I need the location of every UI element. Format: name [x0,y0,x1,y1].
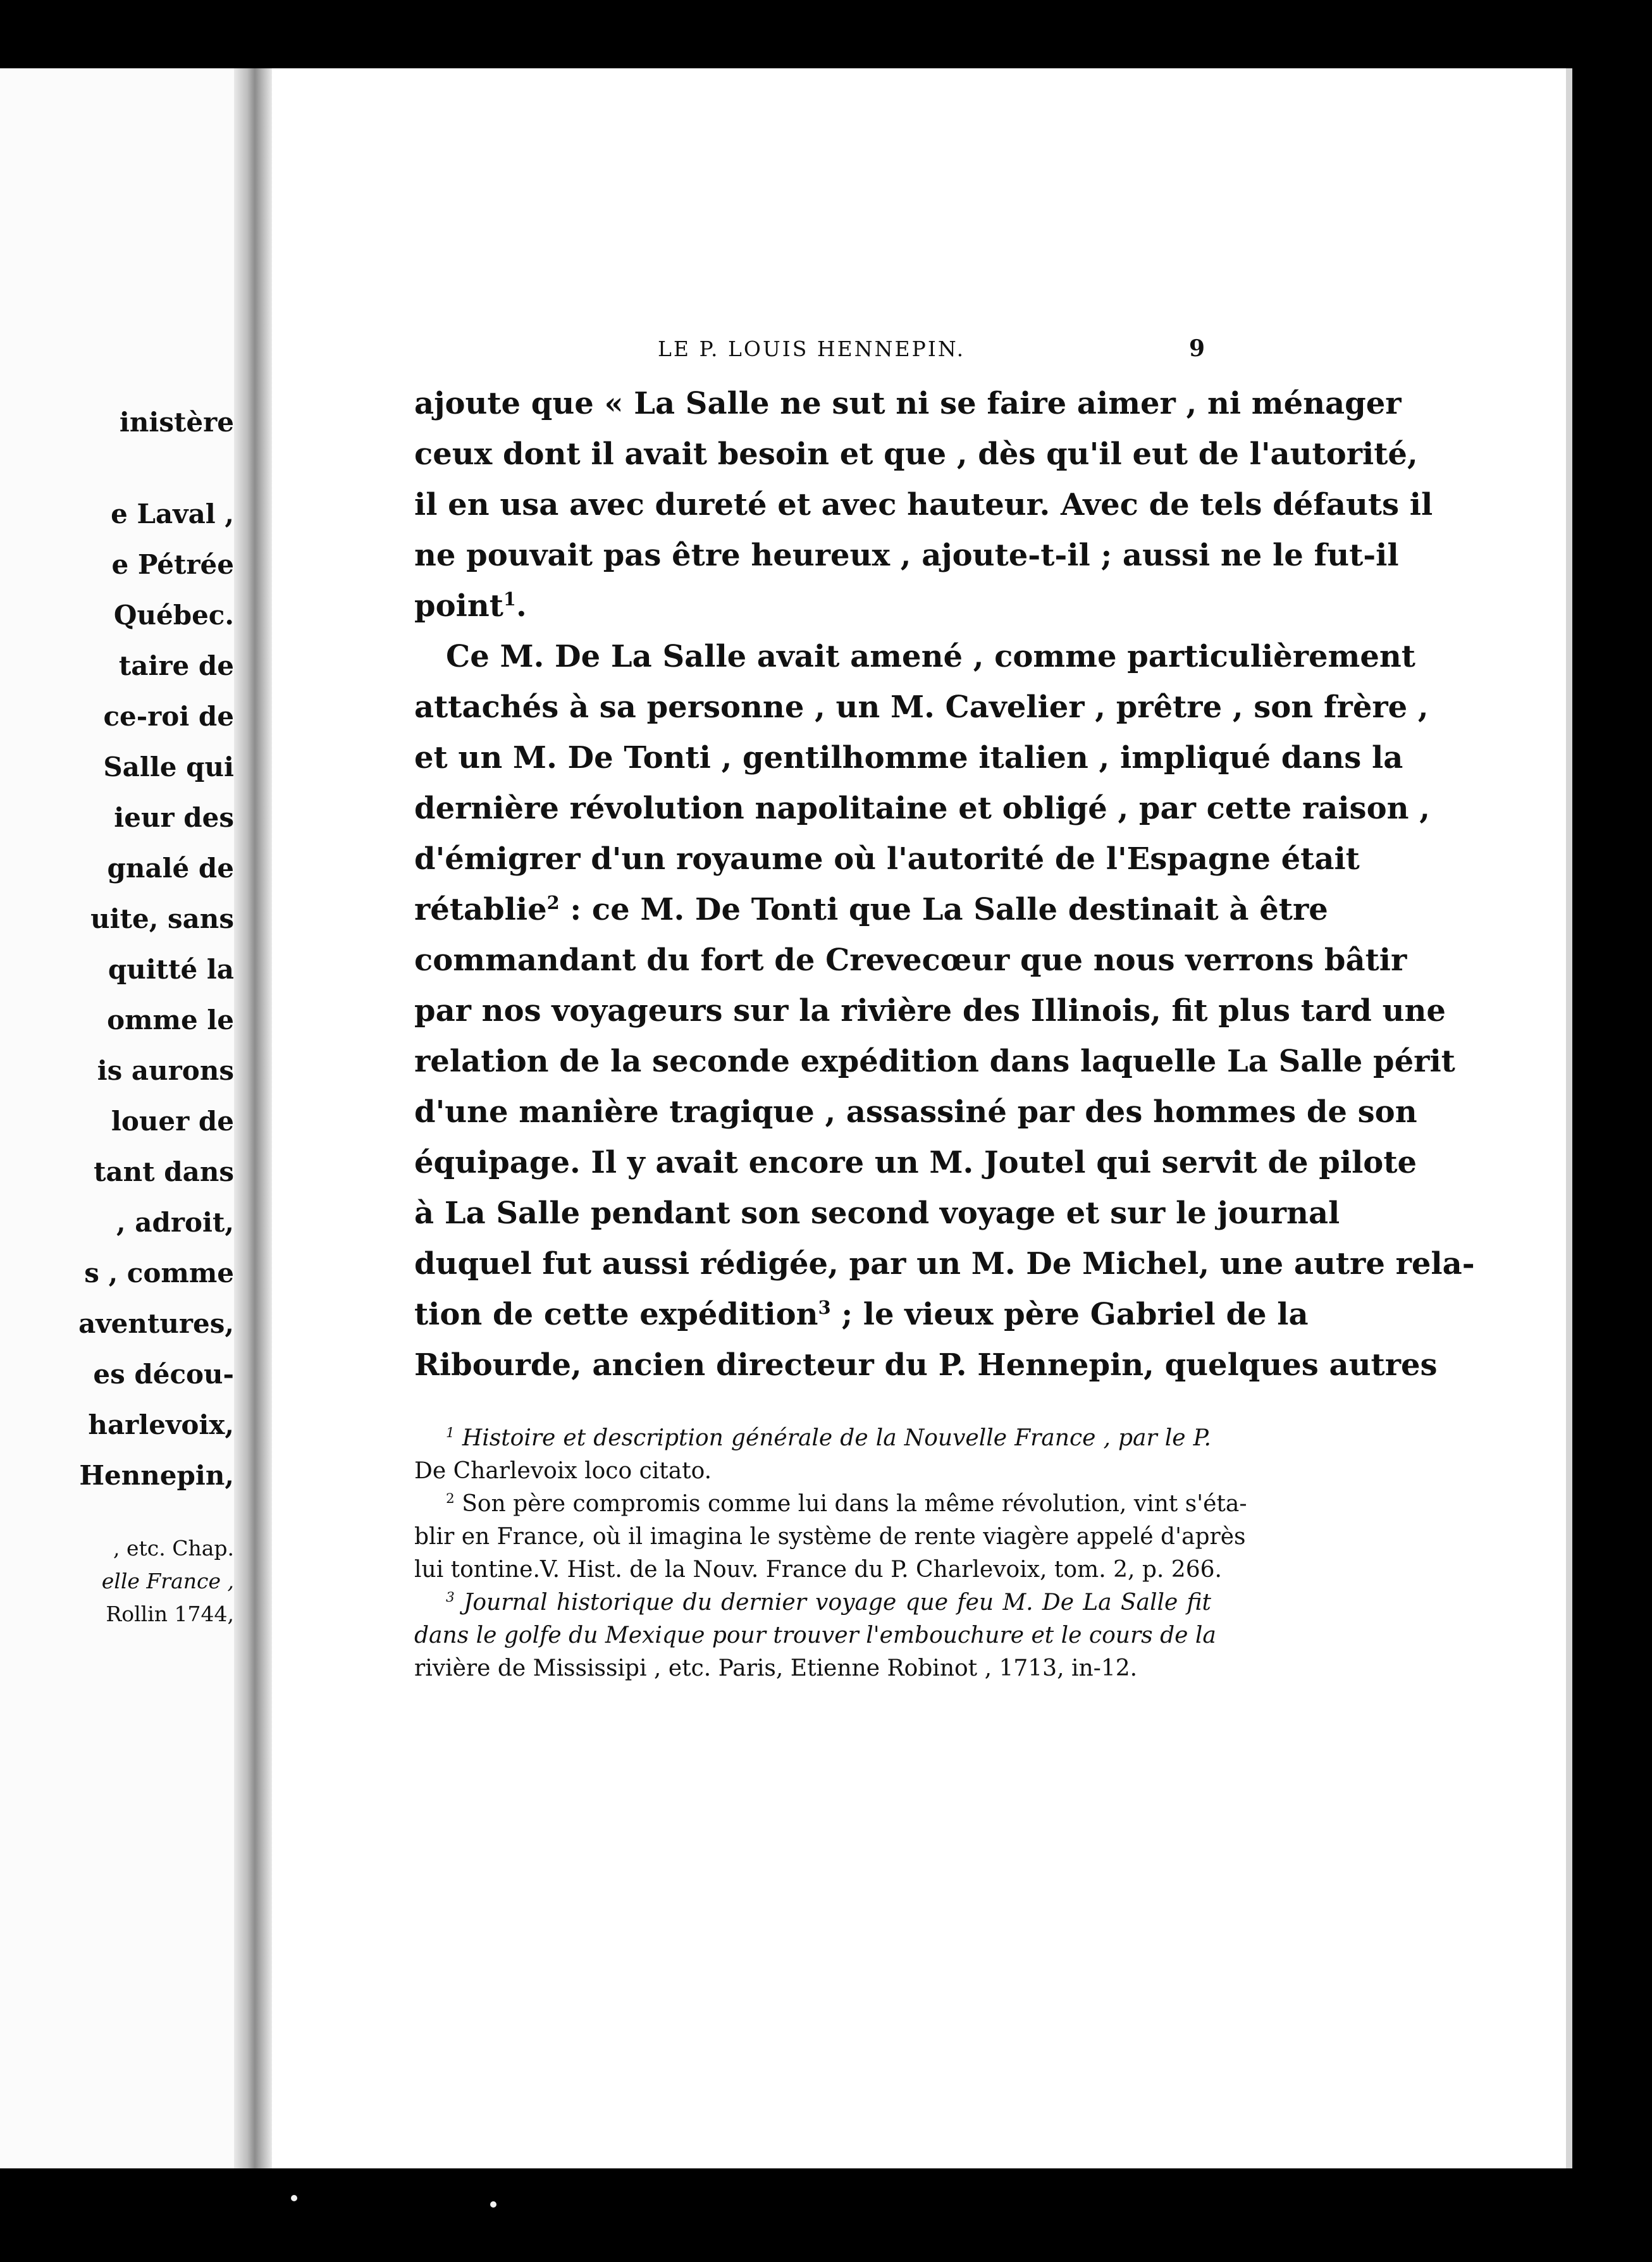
body-line: point$^1$. [414,588,527,624]
body-line: par nos voyageurs sur la rivière des Illinois, fit plus tard une [414,993,1446,1029]
footnotes [414,1422,1247,1685]
left-page-line: Hennepin, [79,1460,234,1491]
left-page-footnote-line: Rollin 1744, [106,1602,234,1626]
left-page-line: , adroit, [116,1207,234,1238]
footnote-line: $^3$ Journal historique du dernier voyage que feu M. De La Salle fit [446,1590,1211,1616]
left-page-line: taire de [118,650,234,681]
left-page-line: gnalé de [107,853,234,884]
body-line: à La Salle pendant son second voyage et sur le journal [414,1196,1340,1231]
left-page-footnote-line: elle France , [101,1569,234,1593]
body-line: dernière révolution napolitaine et obligé , par cette raison , [414,791,1430,826]
footnote-line: $^1$ Histoire et description générale de la Nouvelle France , par le P. [446,1425,1211,1451]
body-text [414,378,1475,1390]
footnote-line: lui tontine.V. Hist. de la Nouv. France du P. Charlevoix, tom. 2, p. 266. [414,1557,1222,1583]
scan-speck [291,2195,297,2201]
body-line: d'émigrer d'un royaume où l'autorité de l'Espagne était [414,841,1360,877]
left-page-line: aventures, [78,1308,234,1339]
left-page-line: es décou- [93,1359,234,1390]
body-line: Ce M. De La Salle avait amené , comme particulièrement [446,639,1415,674]
footnote-marker: 2 [546,892,560,913]
left-page-line: omme le [107,1004,234,1035]
body-line: il en usa avec dureté et avec hauteur. Avec de tels défauts il [414,487,1433,522]
footnote-marker: 1 [503,588,516,610]
footnote-number: 3 [446,1590,455,1605]
footnote-marker: 3 [818,1297,831,1318]
left-page-fragment [0,68,240,2168]
body-line: relation de la seconde expédition dans laquelle La Salle périt [414,1044,1455,1079]
page-edge [1566,68,1572,2168]
body-line: tion de cette expédition$^3$ ; le vieux père Gabriel de la [414,1297,1309,1332]
left-page-line: Salle qui [103,751,234,782]
body-line: équipage. Il y avait encore un M. Joutel qui servit de pilote [414,1145,1417,1180]
book-gutter-shadow [234,68,272,2168]
footnote-line: dans le golfe du Mexique pour trouver l'embouchure et le cours de la [414,1622,1216,1648]
footnote-line: blir en France, où il imagina le système de rente viagère appelé d'après [414,1524,1246,1550]
left-page-line: tant dans [94,1156,234,1187]
body-line: d'une manière tragique , assassiné par des hommes de son [414,1094,1417,1130]
left-page-footnote-line: , etc. Chap. [113,1536,234,1561]
body-line: attachés à sa personne , un M. Cavelier , prêtre , son frère , [414,689,1429,725]
left-page-line: e Laval , [111,498,234,529]
body-line: ceux dont il avait besoin et que , dès qu'il eut de l'autorité, [414,436,1418,472]
footnote-line: De Charlevoix loco citato. [414,1458,712,1484]
left-page-line: quitté la [108,954,234,985]
left-page-line: s , comme [84,1258,234,1289]
footnote-number: 2 [446,1491,455,1507]
left-page-line: Québec. [113,600,234,631]
left-page-line: louer de [111,1106,234,1137]
footnote-line: $^2$ Son père compromis comme lui dans la même révolution, vint s'éta- [446,1491,1247,1517]
body-line: ne pouvait pas être heureux , ajoute-t-il ; aussi ne le fut-il [414,538,1399,573]
left-page-line: ce-roi de [103,701,234,732]
left-page-line: uite, sans [90,903,234,934]
body-line: duquel fut aussi rédigée, par un M. De Michel, une autre rela- [414,1246,1475,1282]
footnote-line: rivière de Mississipi , etc. Paris, Etienne Robinot , 1713, in-12. [414,1655,1138,1681]
left-page-line: is aurons [97,1055,234,1086]
left-page-line: ieur des [114,802,234,833]
left-page-line: e Pétrée [111,549,234,580]
running-head: LE P. LOUIS HENNEPIN. [658,337,966,361]
scan-speck [490,2201,496,2208]
body-line: ajoute que « La Salle ne sut ni se faire aimer , ni ménager [414,386,1402,421]
page-number: 9 [1189,335,1205,362]
footnote-number: 1 [446,1425,455,1441]
body-line: et un M. De Tonti , gentilhomme italien , impliqué dans la [414,740,1403,776]
body-line: Ribourde, ancien directeur du P. Hennepin, quelques autres [414,1347,1438,1383]
body-line: commandant du fort de Crevecœur que nous verrons bâtir [414,942,1407,978]
left-page-line: harlevoix, [88,1409,234,1440]
left-page-line: inistère [119,407,234,438]
body-line: rétablie$^2$ : ce M. De Tonti que La Salle destinait à être [414,892,1328,927]
